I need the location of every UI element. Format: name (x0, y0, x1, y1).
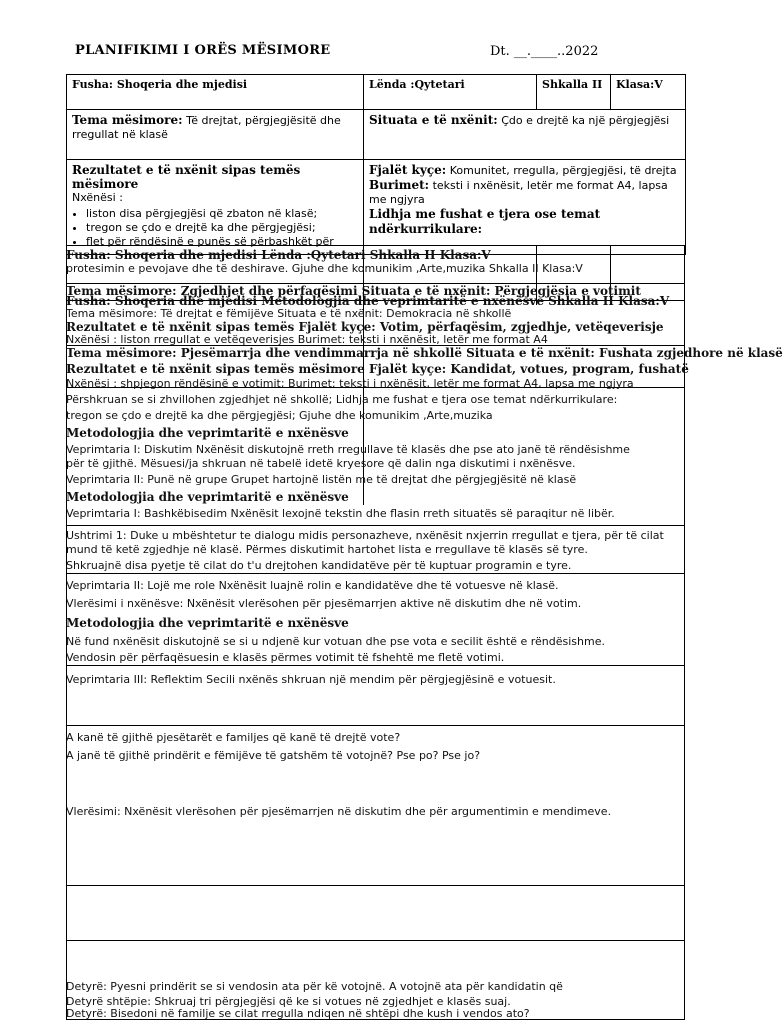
list-item: • liston disa përgjegjësi që zbaton në klasë; (86, 207, 358, 221)
divider (66, 283, 685, 284)
overlay-line: Veprimtaria II: Punë në grupe Grupet hartojnë listën me të drejtat dhe përgjegjësitë në klasë (66, 473, 577, 486)
rezultatet-label: Rezultatet e të nxënit sipas temës mësimore (72, 163, 301, 191)
overlay-line: Detyrë shtëpie: Shkruaj tri përgjegjësi që ke si votues në zgjedhjet e klasës suaj. (66, 995, 511, 1008)
overlay-line: Fusha: Shoqeria dhe mjedisi Lënda :Qytetari Shkalla II Klasa:V (66, 248, 491, 262)
divider (66, 387, 685, 388)
fjalet-value: Komunitet, rregulla, përgjegjësi, të drejta (449, 164, 677, 177)
divider (66, 245, 67, 1020)
overlay-line: për të gjithë. Mësuesi/ja shkruan në tabelë idetë kryesore që dalin nga diskutimi i nxënësve. (66, 457, 576, 470)
fusha-cell: Fusha: Shoqeria dhe mjedisi (67, 75, 364, 110)
burimet-value: teksti i nxënësit, letër me format A4, lapsa me ngjyra (369, 179, 668, 206)
overlay-line: Në fund nxënësit diskutojnë se si u ndjenë kur votuan dhe pse vota e secilit është e rëndësishme. (66, 635, 605, 648)
overlay-line: tregon se çdo e drejtë ka dhe përgjegjësi; Gjuhe dhe komunikim ,Arte,muzika (66, 409, 493, 422)
overlay-line: Tema mësimore: Zgjedhjet dhe përfaqësimi Situata e të nxënit: Përgjegjësia e votimit (66, 284, 641, 298)
overlay-line: Shkruajnë disa pyetje të cilat do t'u drejtohen kandidatëve për të kuptuar programin e tyre. (66, 559, 572, 572)
overlay-line: Veprimtaria I: Bashkëbisedim Nxënësit lexojnë tekstin dhe flasin rreth situatës së paraqitur në libër. (66, 507, 615, 520)
lidhja-label: Lidhja me fushat e tjera ose temat ndërkurrikulare: (369, 207, 601, 236)
situata-value: Çdo e drejtë ka një përgjegjësi (501, 114, 670, 127)
divider (66, 1019, 685, 1020)
overlay-line: Nxënësi : liston rregullat e vetëqeverisjes Burimet: teksti i nxënësit, letër me format A4 (66, 333, 548, 346)
divider (684, 245, 685, 1020)
overlay-line: Fusha: Shoqeria dhe mjedisi Metodologjia dhe veprimtaritë e nxënësve Shkalla II Klasa:V (66, 294, 670, 308)
date-field: Dt. __.____..2022 (490, 44, 599, 59)
table-row (67, 160, 686, 255)
overlay-line: Veprimtaria I: Diskutim Nxënësit diskutojnë rreth rregullave të klasës dhe pse ato janë të rëndësishme (66, 443, 630, 456)
situata-cell (364, 110, 686, 160)
overlay-line: Vlerësimi: Nxënësit vlerësohen për pjesëmarrjen në diskutim dhe për argumentimin e mendimeve. (66, 805, 612, 818)
fjalet-label: Fjalët kyçe: (369, 163, 447, 177)
lenda-cell: Lënda :Qytetari (364, 75, 537, 110)
rezultatet-cell (67, 160, 364, 255)
overlay-line: Rezultatet e të nxënit sipas temës Fjalët kyçe: Votim, përfaqësim, zgjedhje, vetëqeverisje (66, 320, 664, 334)
tema-value: Të drejtat, përgjegjësitë dhe rregullat në klasë (72, 114, 341, 141)
overlay-line: Detyrë: Pyesni prindërit se si vendosin ata për kë votojnë. A votojnë ata për kandidatin që (66, 980, 563, 993)
overlay-line: Veprimtaria III: Reflektim Secili nxënës shkruan një mendim për përgjegjësinë e votuesit. (66, 673, 556, 686)
page-title: PLANIFIKIMI I ORËS MËSIMORE (75, 43, 331, 58)
overlay-line: Metodologjia dhe veprimtaritë e nxënësve (66, 426, 349, 440)
overlay-line: Tema mësimore: Pjesëmarrja dhe vendimmarrja në shkollë Situata e të nxënit: Fushata zgjedhore në klasë (66, 346, 783, 360)
fjalet-cell (364, 160, 686, 255)
overlay-line: Vendosin për përfaqësuesin e klasës përmes votimit të fshehtë me fletë votimi. (66, 651, 505, 664)
overlay-line: Rezultatet e të nxënit sipas temës mësimore Fjalët kyçe: Kandidat, votues, program, fushatë (66, 362, 689, 376)
overlay-line: Ushtrimi 1: Duke u mbështetur te dialogu midis personazheve, nxënësit nxjerrin rregullat e tjera, për të cilat (66, 529, 664, 542)
list-item: • flet për rëndësinë e punës së përbashkët për (86, 235, 358, 249)
divider (66, 525, 685, 526)
overlay-line: Tema mësimore: Të drejtat e fëmijëve Situata e të nxënit: Demokracia në shkollë (66, 307, 512, 320)
overlay-line: Detyrë: Bisedoni në familje se cilat rregulla ndiqen në shtëpi dhe kush i vendos ato? (66, 1007, 530, 1020)
table-row (67, 110, 686, 160)
overlay-line: Veprimtaria II: Lojë me role Nxënësit luajnë rolin e kandidatëve dhe të votuesve në klasë. (66, 579, 559, 592)
burimet-label: Burimet: (369, 178, 430, 192)
overlapping-text-layer (66, 245, 783, 1020)
overlay-line: protesimin e pevojave dhe të deshirave. Gjuhe dhe komunikim ,Arte,muzika Shkalla II Klasa:V (66, 262, 583, 275)
divider (66, 885, 685, 886)
klasa-cell: Klasa:V (611, 75, 686, 110)
divider (66, 725, 685, 726)
divider (66, 665, 685, 666)
divider (66, 573, 685, 574)
shkalla-cell: Shkalla II (537, 75, 611, 110)
overlay-line: Metodologjia dhe veprimtaritë e nxënësve (66, 490, 349, 504)
overlay-line: A kanë të gjithë pjesëtarët e familjes që kanë të drejtë vote? (66, 731, 401, 744)
table-row (67, 75, 686, 110)
rezultatet-list (72, 207, 358, 249)
overlay-line: Metodologjia dhe veprimtaritë e nxënësve (66, 616, 349, 630)
lesson-plan-table (66, 74, 686, 255)
overlay-line: Nxënësi : shpjegon rëndësinë e votimit; Burimet: teksti i nxënësit, letër me format A4, lapsa me ngjyra (66, 377, 634, 390)
divider (363, 245, 364, 505)
situata-label: Situata e të nxënit: (369, 113, 498, 127)
overlay-line: A janë të gjithë prindërit e fëmijëve të gatshëm të votojnë? Pse po? Pse jo? (66, 749, 481, 762)
divider (66, 345, 685, 346)
overlay-line: Përshkruan se si zhvillohen zgjedhjet në shkollë; Lidhja me fushat e tjera ose temat ndërkurrikulare: (66, 393, 618, 406)
tema-label: Tema mësimore: (72, 113, 183, 127)
tema-cell (67, 110, 364, 160)
list-item: • tregon se çdo e drejtë ka dhe përgjegjësi; (86, 221, 358, 235)
divider (66, 940, 685, 941)
divider (66, 300, 685, 301)
overlay-line: Vlerësimi i nxënësve: Nxënësit vlerësohen për pjesëmarrjen aktive në diskutim dhe në votim. (66, 597, 582, 610)
overlay-line: mund të ketë zgjedhje në klasë. Përmes diskutimit hartohet lista e rregullave të klasës së tyre. (66, 543, 588, 556)
nxenesi-label: Nxënësi : (72, 191, 123, 204)
